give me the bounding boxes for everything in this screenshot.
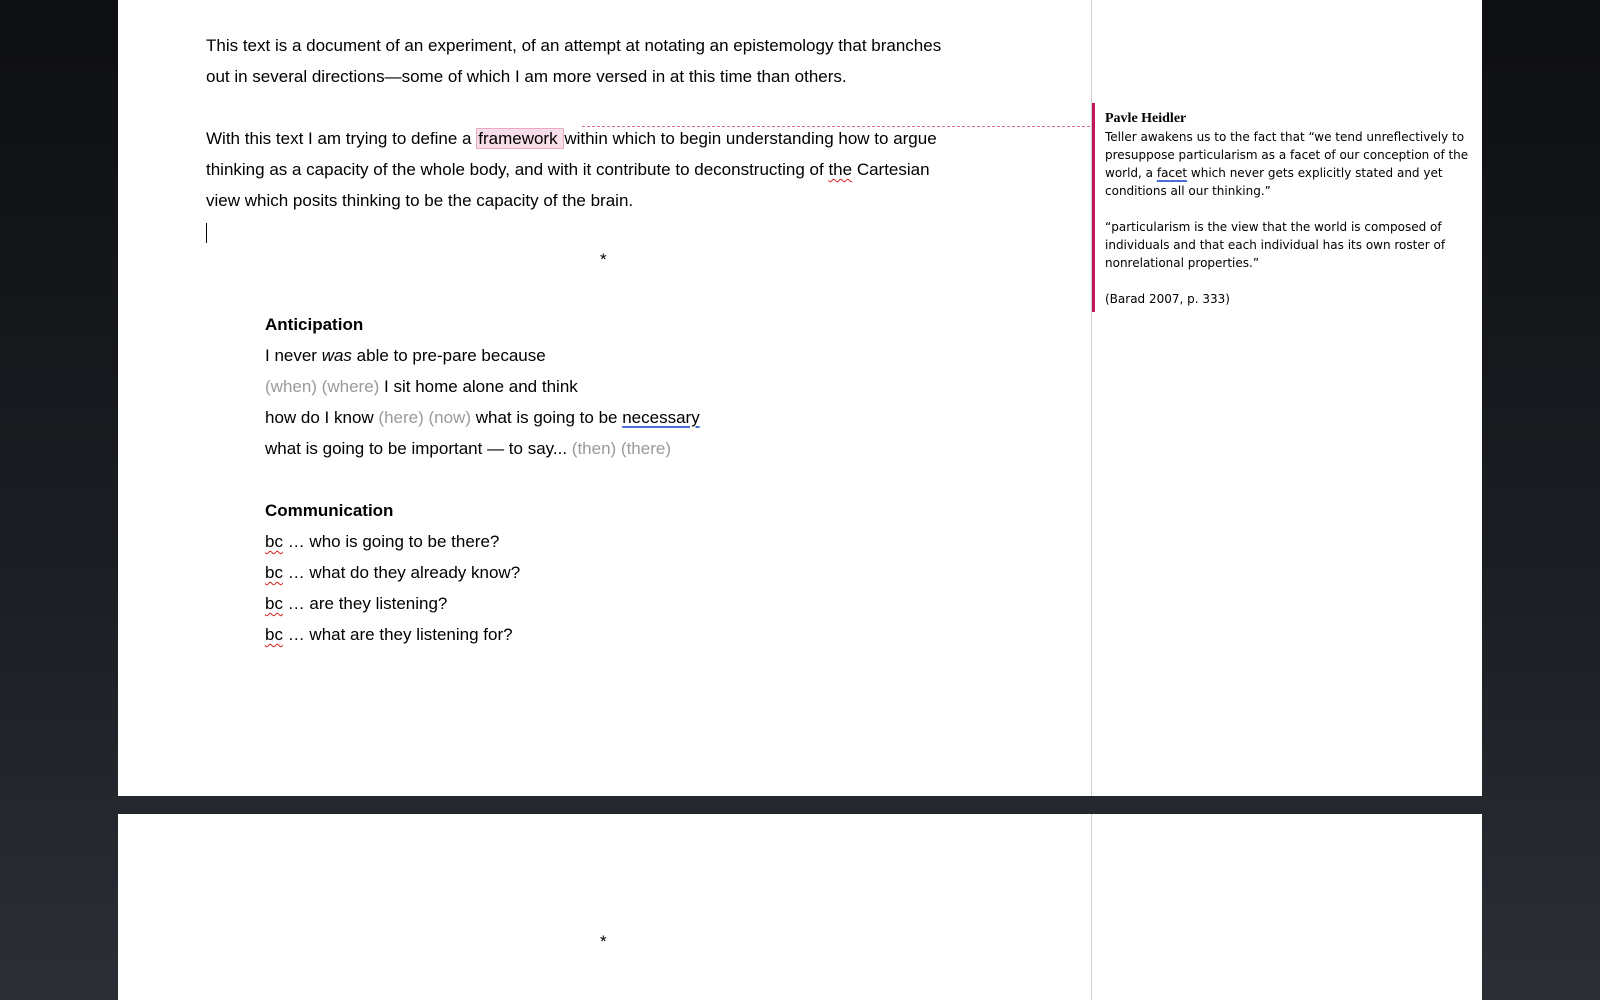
anticipation-line-2 (265, 371, 965, 402)
text-span: able to pre-pare because (351, 346, 546, 365)
communication-line (265, 557, 965, 588)
anticipation-line-3 (265, 402, 965, 433)
text-span: how do I know (265, 408, 379, 427)
grammar-flag-necessary[interactable]: necessary (622, 408, 700, 427)
aim-paragraph[interactable] (206, 123, 1006, 247)
gray-annotation: (then) (there) (571, 439, 671, 458)
comment-paragraph-2: “particularism is the view that the world is composed of individuals and that each individual has its own roster of nonrelational properties.” (1105, 220, 1446, 270)
text-span: … are they listening? (282, 594, 448, 613)
anticipation-heading: Anticipation (265, 315, 364, 334)
comment-balloon[interactable] (1092, 103, 1472, 312)
comment-gap (1105, 272, 1472, 290)
aim-line-3: view which posits thinking to be the capacity of the brain. (206, 191, 634, 210)
anticipation-line-1 (265, 340, 965, 371)
communication-section[interactable] (265, 495, 965, 650)
comment-margin-divider (1091, 814, 1092, 1000)
text-span: what is going to be (471, 408, 623, 427)
text-span: Teller awakens us to the fact that “we tend unreflectively to presuppose particularism as a facet of our conception of the world, a (1105, 130, 1469, 180)
document-page-2 (118, 814, 1482, 1000)
grammar-flag-facet[interactable]: facet (1156, 166, 1188, 180)
aim-text-post: within which to begin understanding how to argue (564, 129, 937, 148)
communication-line (265, 588, 965, 619)
text-span: which never gets explicitly stated and yet conditions all our thinking.” (1105, 166, 1443, 198)
aim-line-2 (206, 154, 1006, 185)
text-cursor-line[interactable] (206, 216, 1006, 247)
intro-line-1: This text is a document of an experiment, of an attempt at notating an epistemology that branches (206, 36, 942, 55)
intro-line-2: out in several directions—some of which I am more versed in at this time than others. (206, 67, 847, 86)
gray-annotation: (when) (where) (265, 377, 380, 396)
intro-paragraph[interactable] (206, 30, 1006, 92)
spellcheck-word-bc[interactable]: bc (265, 532, 283, 551)
comment-anchor-line (582, 126, 1090, 127)
spellcheck-word-bc[interactable]: bc (265, 594, 283, 613)
section-separator: * (600, 932, 607, 951)
text-cursor (206, 223, 207, 243)
emphasis-was: was (321, 346, 352, 365)
spellcheck-word-bc[interactable]: bc (265, 625, 283, 644)
gray-annotation: (here) (now) (378, 408, 471, 427)
anticipation-section[interactable] (265, 309, 965, 464)
comment-citation: (Barad 2007, p. 333) (1105, 292, 1230, 306)
aim-line-2-text: thinking as a capacity of the whole body, and with it contribute to deconstructing of (206, 160, 829, 179)
text-span: … what are they listening for? (282, 625, 513, 644)
section-separator: * (600, 250, 607, 269)
aim-text-pre: With this text I am trying to define a (206, 129, 477, 148)
anticipation-line-4 (265, 433, 965, 464)
comment-gap (1105, 200, 1472, 218)
spellcheck-word-bc[interactable]: bc (265, 563, 283, 582)
text-span: I never (265, 346, 322, 365)
communication-line (265, 619, 965, 650)
comment-paragraph-1 (1105, 128, 1472, 200)
commented-word-framework[interactable]: framework (478, 129, 563, 148)
aim-line-1 (206, 123, 1006, 154)
comment-author: Pavle Heidler (1105, 111, 1187, 126)
communication-heading: Communication (265, 501, 394, 520)
communication-line (265, 526, 965, 557)
text-span: I sit home alone and think (379, 377, 578, 396)
aim-line-2-end: Cartesian (852, 160, 930, 179)
text-span: … what do they already know? (282, 563, 521, 582)
text-span: what is going to be important — to say... (265, 439, 572, 458)
text-span: … who is going to be there? (282, 532, 500, 551)
spellcheck-word-the[interactable]: the (828, 160, 853, 179)
